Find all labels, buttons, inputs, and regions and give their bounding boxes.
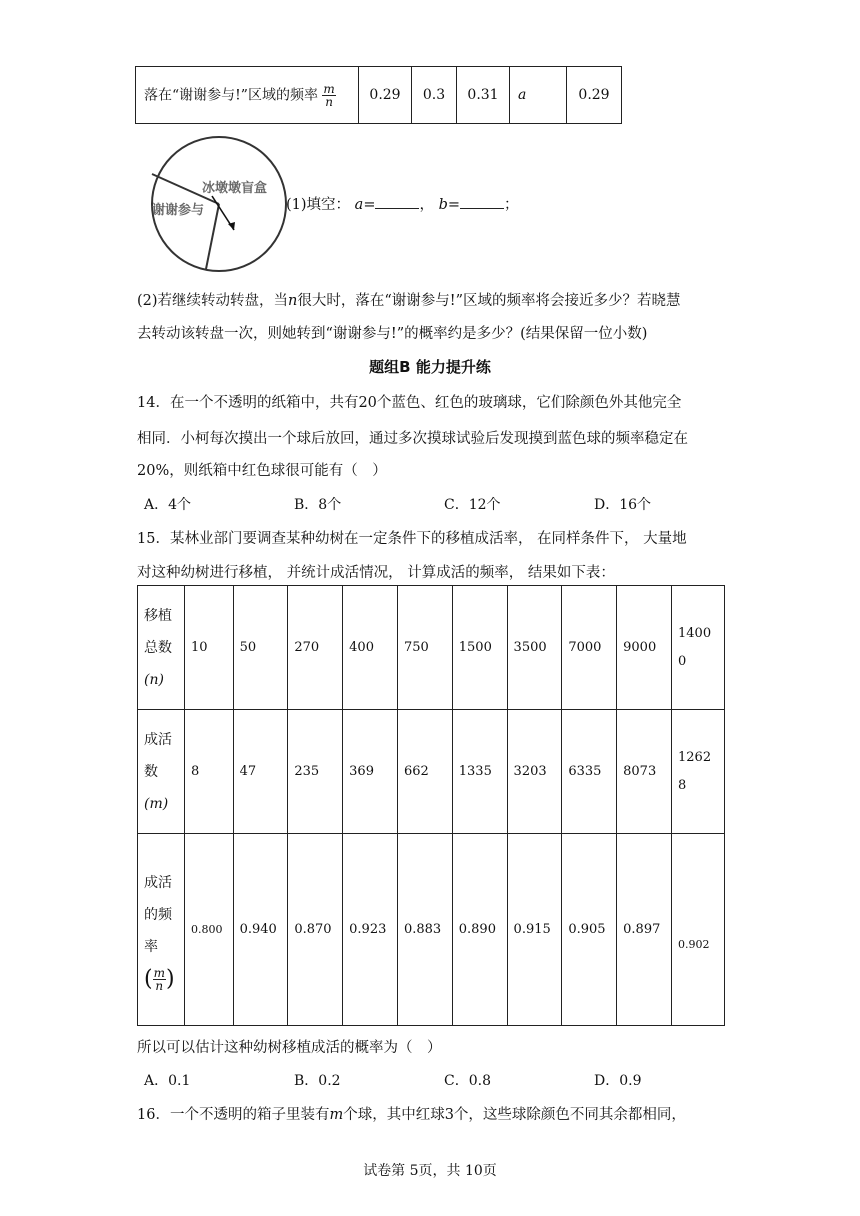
table-cell: 0.800	[185, 834, 234, 1026]
table-cell: 1500	[452, 586, 507, 710]
table-cell: a	[510, 67, 567, 124]
frac-denominator: n	[155, 979, 164, 993]
fraction-m-over-n	[153, 967, 166, 992]
table-row	[138, 710, 725, 834]
table-cell: 14000	[672, 586, 725, 710]
q13-part1-prefix: (1)填空：	[286, 197, 351, 213]
q13-part2-line2: 去转动该转盘一次，则她转到“谢谢参与!”的概率约是多少？(结果保留一位小数)	[137, 326, 648, 342]
table-cell: 0.29	[567, 67, 622, 124]
header-text: 率	[144, 939, 158, 955]
row-header	[138, 710, 185, 834]
text: (2)若继续转动转盘，当	[137, 293, 289, 309]
table-cell: 0.940	[233, 834, 288, 1026]
q15-option-a[interactable]: A．0.1	[144, 1073, 191, 1089]
table-cell: 235	[288, 710, 343, 834]
header-text: 移植	[144, 607, 172, 624]
blank-a	[375, 194, 419, 209]
row-header	[138, 834, 185, 1026]
text: 16．一个不透明的箱子里装有	[137, 1107, 330, 1123]
comma: ，	[419, 197, 434, 213]
q14-option-b[interactable]: B．8个	[294, 497, 342, 513]
var-a: a	[354, 197, 364, 213]
var-m: m	[329, 1107, 344, 1123]
row-label: 落在“谢谢参与!”区域的频率	[144, 87, 318, 103]
table-cell: 0.883	[397, 834, 452, 1026]
table-cell: 6335	[562, 710, 617, 834]
q16-line1	[137, 1103, 686, 1124]
spinner-diagram	[146, 134, 292, 274]
q14-option-c[interactable]: C．12个	[444, 497, 501, 513]
table-cell: 10	[185, 586, 234, 710]
table-cell: 0.923	[343, 834, 398, 1026]
q15-option-c[interactable]: C．0.8	[444, 1073, 491, 1089]
semicolon: ；	[504, 197, 519, 213]
fraction-paren: ( $\frac{m}{n}$ )	[144, 966, 175, 993]
table-cell: 270	[288, 586, 343, 710]
table-cell: 9000	[617, 586, 672, 710]
section-heading: 题组B 能力提升练	[369, 358, 491, 376]
label-xiexie: 谢谢参与	[152, 203, 205, 218]
q14-option-d[interactable]: D．16个	[594, 497, 652, 513]
table-cell: 369	[343, 710, 398, 834]
table-cell: 0.915	[507, 834, 562, 1026]
frac-denominator: n	[325, 94, 333, 109]
blank-b	[460, 194, 504, 209]
q15-after-table: 所以可以估计这种幼树移植成活的概率为（ ）	[137, 1040, 442, 1056]
table-cell: 47	[233, 710, 288, 834]
q14-line1: 14．在一个不透明的纸箱中，共有20个蓝色、红色的玻璃球，它们除颜色外其他完全	[137, 395, 682, 411]
frequency-table-top	[135, 66, 622, 124]
q15-line2: 对这种幼树进行移植， 并统计成活情况， 计算成活的频率， 结果如下表：	[137, 565, 615, 581]
equals-sign: =	[447, 197, 461, 213]
header-text: 成活	[144, 875, 172, 891]
frac-numerator: m	[323, 81, 335, 96]
table-row	[138, 586, 725, 710]
equals-sign: =	[363, 197, 376, 213]
q13-part1	[286, 193, 519, 214]
var-n: n	[288, 293, 298, 309]
label-bingdundun: 冰墩墩盲盒	[202, 181, 268, 196]
header-text: 成活	[144, 731, 172, 748]
table-cell: 0.902	[672, 834, 725, 1026]
table-cell: 7000	[562, 586, 617, 710]
q13-part2-line1	[137, 289, 681, 310]
table-cell: 50	[233, 586, 288, 710]
row-header	[138, 586, 185, 710]
text: 很大时，落在“谢谢参与!”区域的频率将会接近多少？若晓慧	[297, 293, 681, 309]
table-row	[138, 834, 725, 1026]
q15-option-d[interactable]: D．0.9	[594, 1073, 642, 1089]
table-cell: 8073	[617, 710, 672, 834]
table-cell: 1335	[452, 710, 507, 834]
var-b: b	[438, 197, 448, 213]
header-text: 数	[144, 763, 158, 780]
q15-line1: 15．某林业部门要调查某种幼树在一定条件下的移植成活率， 在同样条件下， 大量地	[137, 531, 687, 547]
q15-option-b[interactable]: B．0.2	[294, 1073, 341, 1089]
table-cell: 0.897	[617, 834, 672, 1026]
table-cell: 3203	[507, 710, 562, 834]
page-footer: 试卷第 5页，共 10页	[363, 1163, 497, 1179]
survival-rate-table	[137, 585, 725, 1026]
table-cell: 0.890	[452, 834, 507, 1026]
table-cell: 0.29	[359, 67, 412, 124]
table-cell: 12628	[672, 710, 725, 834]
header-text: (m)	[144, 795, 169, 812]
table-cell: 0.870	[288, 834, 343, 1026]
table-cell: 8	[185, 710, 234, 834]
header-text: 总数	[144, 639, 172, 656]
fraction-m-over-n	[322, 83, 335, 108]
text: 个球，其中红球3个，这些球除颜色不同其余都相同，	[343, 1107, 686, 1123]
table-cell: 662	[397, 710, 452, 834]
row-label-cell	[136, 67, 359, 124]
table-cell: 0.3	[412, 67, 457, 124]
table-cell: 750	[397, 586, 452, 710]
q14-option-a[interactable]: A．4个	[144, 497, 192, 513]
spinner-divider	[206, 204, 219, 269]
table-cell: 0.31	[457, 67, 510, 124]
q14-line3: 20%，则纸箱中红色球很可能有（ ）	[137, 463, 387, 479]
header-text: (n)	[144, 671, 164, 688]
table-cell: 3500	[507, 586, 562, 710]
header-text: 的频	[144, 907, 172, 923]
table-cell: 400	[343, 586, 398, 710]
q14-line2: 相同．小柯每次摸出一个球后放回，通过多次摸球试验后发现摸到蓝色球的频率稳定在	[137, 431, 688, 447]
table-cell: 0.905	[562, 834, 617, 1026]
frac-numerator: m	[153, 966, 165, 980]
